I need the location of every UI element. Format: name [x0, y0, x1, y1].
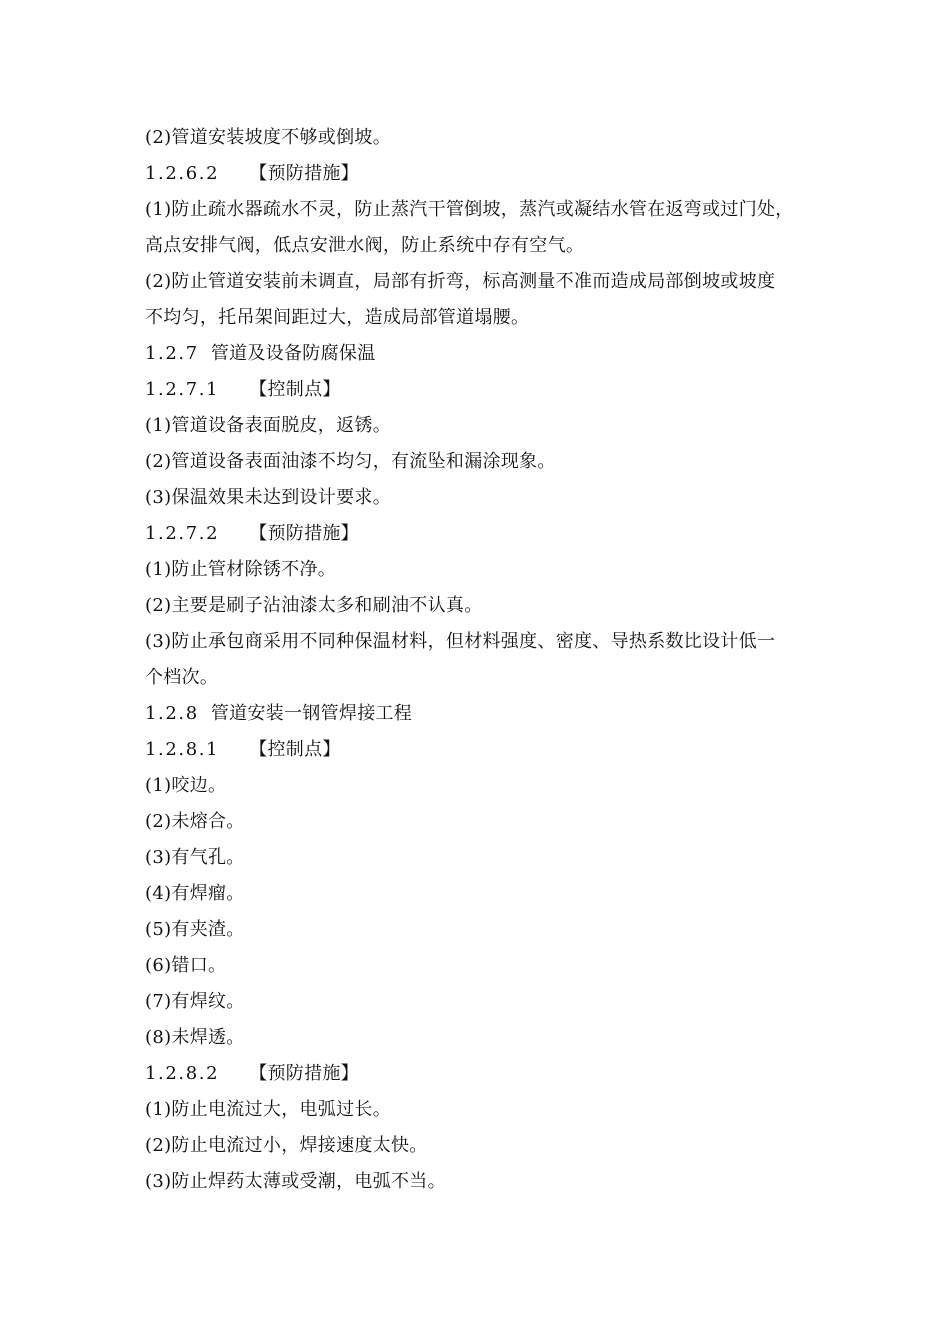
subsection-heading [145, 1056, 825, 1092]
paragraph-line: (3)保温效果未达到设计要求。 [145, 487, 391, 508]
paragraph-line: 个档次。 [145, 667, 219, 688]
paragraph-line: (2)管道设备表面油漆不均匀，有流坠和漏涂现象。 [145, 451, 556, 472]
paragraph-line: (1)咬边。 [145, 775, 227, 796]
paragraph-line: (2)主要是刷子沾油漆太多和刷油不认真。 [145, 595, 483, 616]
document-body [145, 120, 825, 1200]
subsection-heading [145, 156, 825, 192]
subsection-heading [145, 516, 825, 552]
paragraph-line: (7)有焊纹。 [145, 991, 245, 1012]
heading-number: 1.2.7 [145, 343, 199, 364]
paragraph-line: (3)防止焊药太薄或受潮，电弧不当。 [145, 1171, 446, 1192]
section-heading [145, 336, 825, 372]
paragraph-line: (2)管道安装坡度不够或倒坡。 [145, 127, 391, 148]
paragraph-line: (8)未焊透。 [145, 1027, 245, 1048]
section-heading [145, 696, 825, 732]
heading-title: 【预防措施】 [249, 1063, 359, 1084]
heading-title: 【控制点】 [249, 739, 341, 760]
paragraph-line: (6)错口。 [145, 955, 227, 976]
heading-title: 【预防措施】 [249, 523, 359, 544]
heading-number: 1.2.8 [145, 703, 199, 724]
heading-number: 1.2.8.1 [145, 739, 220, 760]
paragraph-line: (2)防止管道安装前未调直，局部有折弯，标高测量不准而造成局部倒坡或坡度 [145, 271, 776, 292]
paragraph-line: 不均匀，托吊架间距过大，造成局部管道塌腰。 [145, 307, 530, 328]
paragraph-line: (2)防止电流过小，焊接速度太快。 [145, 1135, 428, 1156]
heading-number: 1.2.8.2 [145, 1063, 220, 1084]
paragraph-line: (5)有夹渣。 [145, 919, 245, 940]
paragraph-line: (1)防止疏水器疏水不灵，防止蒸汽干管倒坡，蒸汽或凝结水管在返弯或过门处， [145, 199, 794, 220]
paragraph-line: (3)防止承包商采用不同种保温材料，但材料强度、密度、导热系数比设计低一 [145, 631, 776, 652]
subsection-heading [145, 732, 825, 768]
paragraph-line: 高点安排气阀，低点安泄水阀，防止系统中存有空气。 [145, 235, 585, 256]
paragraph-line: (4)有焊瘤。 [145, 883, 245, 904]
heading-title: 【预防措施】 [249, 163, 359, 184]
heading-number: 1.2.6.2 [145, 163, 220, 184]
paragraph-line: (1)防止管材除锈不净。 [145, 559, 337, 580]
paragraph-line: (1)防止电流过大，电弧过长。 [145, 1099, 391, 1120]
heading-title: 【控制点】 [249, 379, 341, 400]
heading-title: 管道及设备防腐保温 [210, 343, 376, 364]
heading-title: 管道安装一钢管焊接工程 [210, 703, 413, 724]
heading-number: 1.2.7.2 [145, 523, 220, 544]
paragraph-line: (2)未熔合。 [145, 811, 245, 832]
heading-number: 1.2.7.1 [145, 379, 220, 400]
paragraph-line: (3)有气孔。 [145, 847, 245, 868]
subsection-heading [145, 372, 825, 408]
paragraph-line: (1)管道设备表面脱皮，返锈。 [145, 415, 391, 436]
